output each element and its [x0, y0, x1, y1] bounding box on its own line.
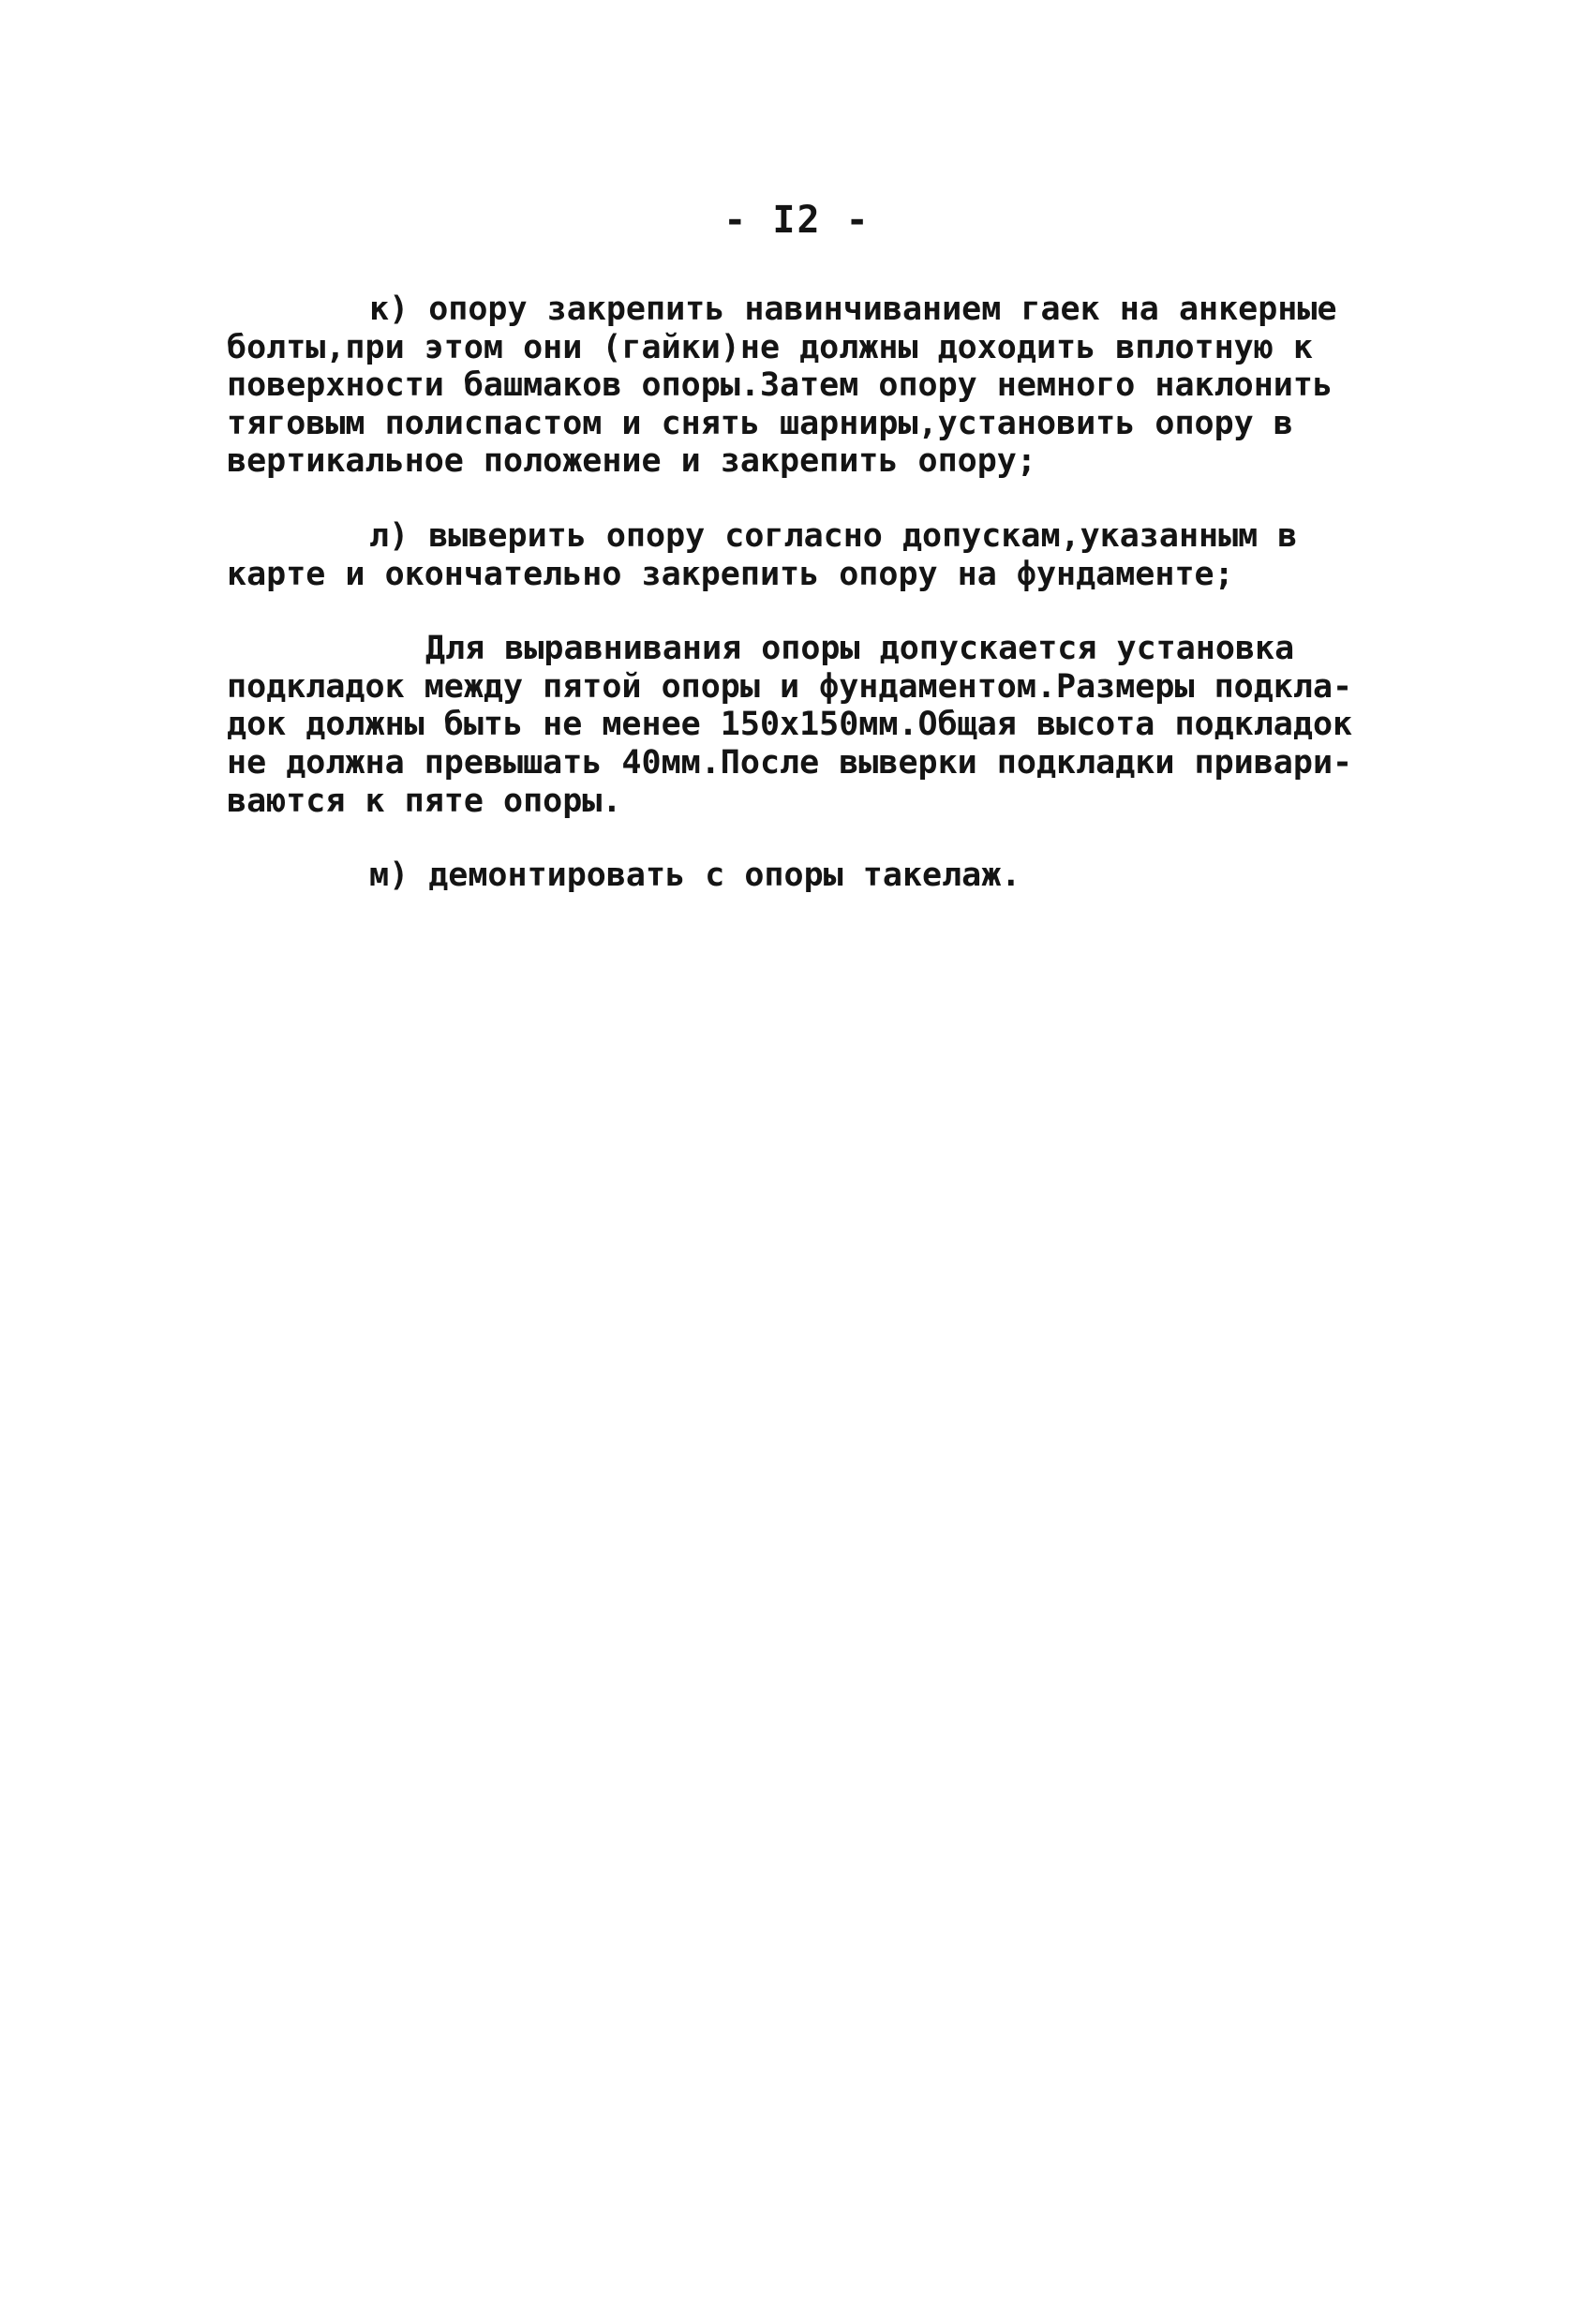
text-line: док должны быть не менее 150х150мм.Общая высота подкладок [227, 706, 1353, 744]
paragraph-item-l [227, 517, 1406, 593]
text-line: Для выравнивания опоры допускается установка [425, 630, 1295, 668]
text-line: подкладок между пятой опоры и фундаментом.Размеры подкла- [227, 667, 1353, 706]
page-body [227, 290, 1406, 931]
text-line: карте и окончательно закрепить опору на фундаменте; [227, 555, 1234, 593]
text-line: не должна превышать 40мм.После выверки подкладки привари- [227, 743, 1353, 782]
text-line: к) опору закрепить навинчиванием гаек на анкерные [369, 290, 1337, 328]
text-line: болты,при этом они (гайки)не должны доходить вплотную к [227, 328, 1313, 366]
text-line: тяговым полиспастом и снять шарниры,установить опору в [227, 404, 1293, 442]
paragraph-item-k [227, 290, 1406, 481]
text-line: л) выверить опору согласно допускам,указанным в [369, 516, 1298, 555]
text-line: поверхности башмаков опоры.Затем опору немного наклонить [227, 366, 1333, 405]
text-line: ваются к пяте опоры. [227, 782, 622, 820]
text-line: м) демонтировать с опоры такелаж. [369, 857, 1021, 895]
page-number: - I2 - [723, 199, 871, 242]
text-line: вертикальное положение и закрепить опору; [227, 442, 1036, 481]
paragraph-note [227, 630, 1406, 820]
paragraph-item-m [227, 857, 1406, 895]
